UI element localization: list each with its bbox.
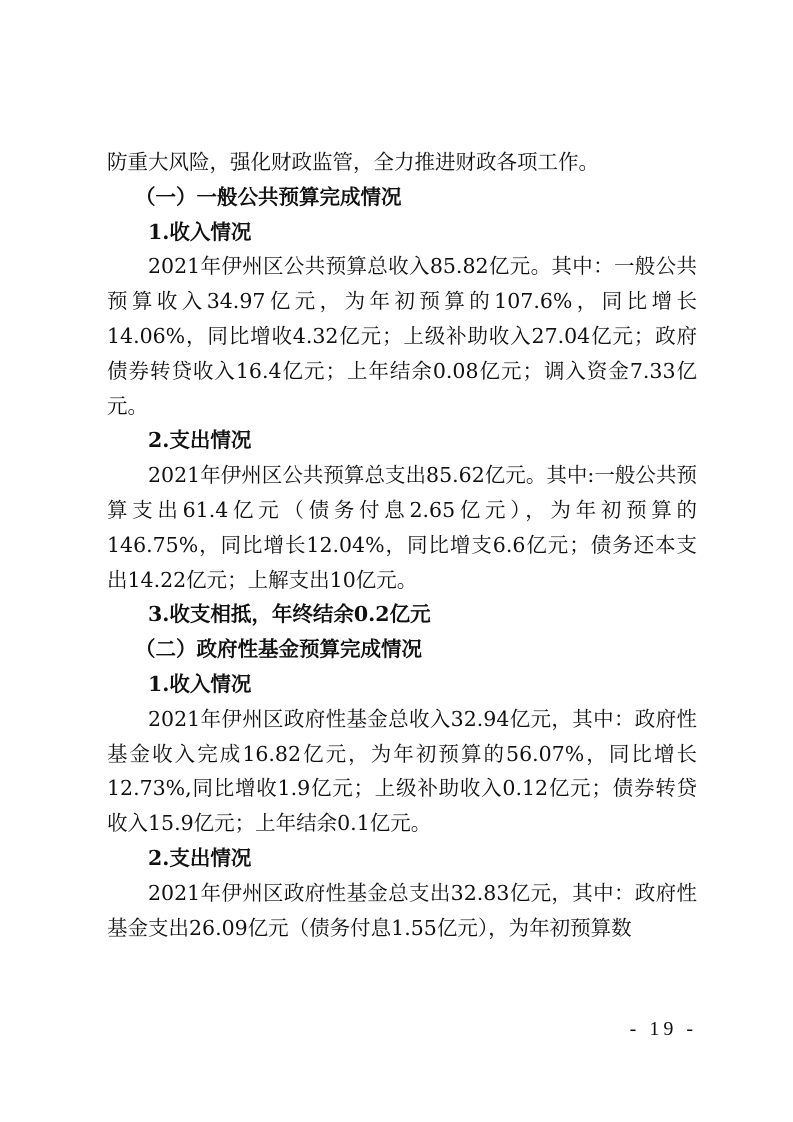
section-heading-fund-budget: （二）政府性基金预算完成情况 [135,637,422,662]
paragraph-fund-income: 2021年伊州区政府性基金总收入32.94亿元，其中：政府性基金收入完成16.82亿元，为年初预算的56.07%，同比增长12.73%,同比增收1.9亿元；上级补助收入0.12亿元；债券转贷收入15.9亿元；上年结余0.1亿元。 [107,706,697,836]
paragraph-fund-expenditure: 2021年伊州区政府性基金总支出32.83亿元，其中：政府性基金支出26.09亿元（债务付息1.55亿元），为年初预算数 [107,880,697,940]
paragraph-general-budget-expenditure: 2021年伊州区公共预算总支出85.62亿元。其中:一般公共预算支出61.4亿元（债务付息2.65亿元），为年初预算的146.75%，同比增长12.04%，同比增支6.6亿元；债务还本支出14.22亿元；上解支出10亿元。 [107,463,697,592]
subheading-balance: 3.收支相抵，年终结余0.2亿元 [148,602,431,627]
section-heading-general-budget: （一）一般公共预算完成情况 [135,184,402,209]
subheading-expenditure: 2.支出情况 [148,428,252,453]
paragraph-general-budget-income: 2021年伊州区公共预算总收入85.82亿元。其中：一般公共预算收入34.97亿元，为年初预算的107.6%，同比增长14.06%，同比增收4.32亿元；上级补助收入27.04亿元；政府债券转贷收入16.4亿元；上年结余0.08亿元；调入资金7.33亿元。 [107,254,697,418]
subheading-income: 1.收入情况 [148,219,252,244]
page-number: - 19 - [629,1018,697,1040]
document-body [107,145,697,945]
subheading-fund-expenditure: 2.支出情况 [148,845,252,870]
subheading-fund-income: 1.收入情况 [148,671,252,696]
paragraph-continuation: 防重大风险，强化财政监管，全力推进财政各项工作。 [107,150,599,174]
